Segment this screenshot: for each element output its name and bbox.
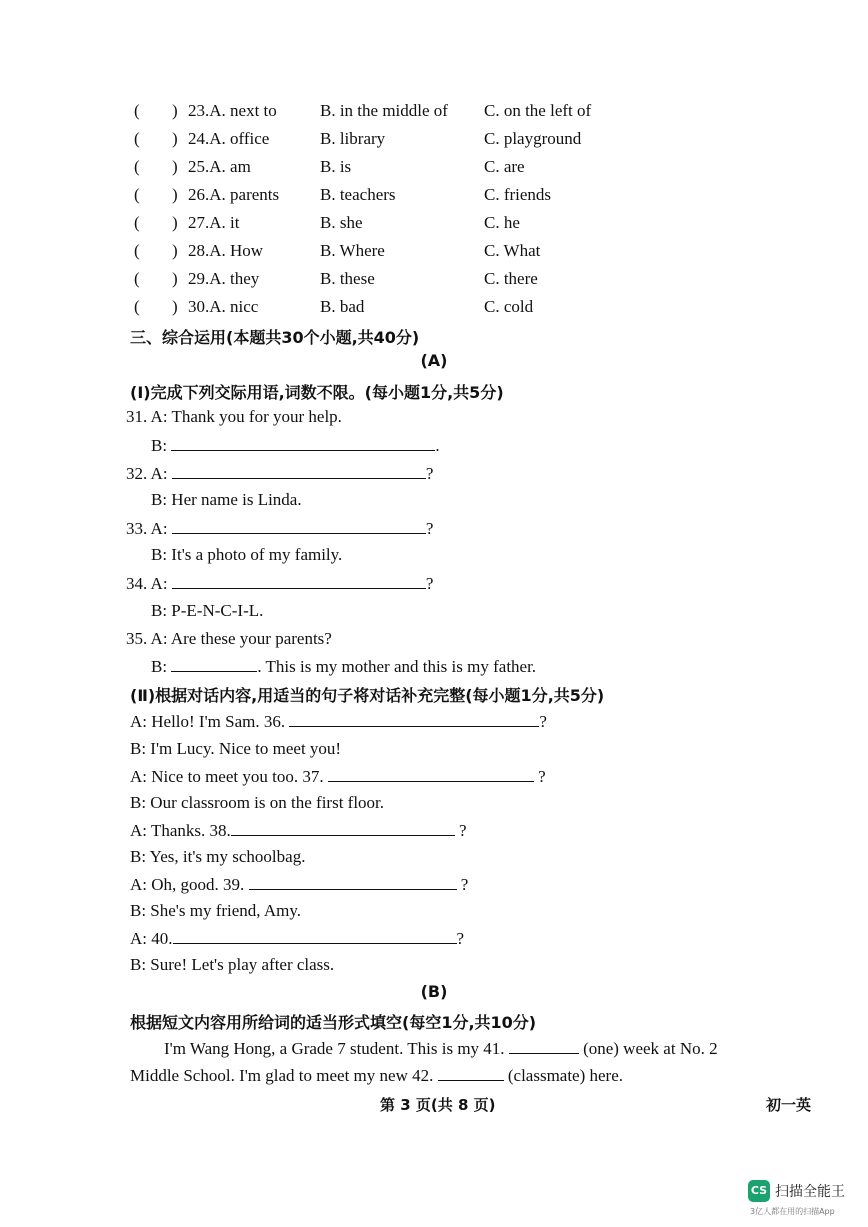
watermark-tagline: 3亿人都在用的扫描App [750,1207,835,1216]
q31-b-label: B: [151,436,168,455]
q35-b-rest: . This is my mother and this is my father. [257,657,537,676]
choice-b: B. in the middle of [320,101,448,120]
q32-b: B: Her name is Linda. [151,490,302,509]
dialog-line-36 [130,710,547,733]
watermark-app-name: 扫描全能王 [775,1184,845,1200]
answer-paren-right: ) [172,213,178,232]
dialog-line-38 [130,819,467,842]
part-b-label: (B) [420,982,448,1001]
choice-a: 29.A. they [188,269,260,288]
answer-paren-left: ( [134,157,140,176]
q31-answer-blank[interactable] [171,434,435,451]
choice-c: C. What [484,241,541,260]
answer-paren-right: ) [172,129,178,148]
dialog-37-text: A: Nice to meet you too. 37. [130,767,324,786]
passage-1-text: I'm Wang Hong, a Grade 7 student. This is my 41. [164,1039,505,1058]
q40-end: ? [456,929,465,948]
dialog-line-amy: B: She's my friend, Amy. [130,901,302,920]
answer-paren-left: ( [134,269,140,288]
q41-answer-blank[interactable] [509,1037,579,1054]
choice-c: C. are [484,157,525,176]
q37-end: ? [538,767,546,786]
q31-b [151,434,440,457]
passage-line-2 [130,1064,623,1087]
answer-paren-left: ( [134,241,140,260]
choice-b: B. bad [320,297,365,316]
q35-b [151,655,536,678]
q32-end: ? [425,464,434,483]
dialog-line-37 [130,765,546,788]
page-number: 第 3 页(共 8 页) [380,1096,496,1114]
part-i-title: (Ⅰ)完成下列交际用语,词数不限。(每小题1分,共5分) [130,383,504,402]
passage-1-rest: (one) week at No. 2 [583,1039,718,1058]
q40-answer-blank[interactable] [173,927,457,944]
q37-answer-blank[interactable] [328,765,534,782]
answer-paren-right: ) [172,185,178,204]
choice-a: 24.A. office [188,129,270,148]
dialog-40-text: A: 40. [130,929,173,948]
q33-end: ? [425,519,434,538]
answer-paren-right: ) [172,101,178,120]
q36-end: ? [539,712,547,731]
dialog-line-40 [130,927,464,950]
dialog-line-lucy: B: I'm Lucy. Nice to meet you! [130,739,342,758]
choice-a: 25.A. am [188,157,251,176]
dialog-line-schoolbag: B: Yes, it's my schoolbag. [130,847,306,866]
q35-b-label: B: [151,657,168,676]
choice-c: C. on the left of [484,101,592,120]
dialog-line-play: B: Sure! Let's play after class. [130,955,335,974]
choice-a: 26.A. parents [188,185,280,204]
passage-2-rest: (classmate) here. [507,1066,624,1085]
q36-answer-blank[interactable] [289,710,539,727]
q32-a [126,462,433,485]
dialog-36-text: A: Hello! I'm Sam. 36. [130,712,286,731]
q38-answer-blank[interactable] [231,819,455,836]
choice-c: C. playground [484,129,582,148]
answer-paren-left: ( [134,297,140,316]
q39-answer-blank[interactable] [249,873,457,890]
scanner-watermark [748,1180,856,1220]
q31-end: . [435,436,440,455]
q34-end: ? [425,574,434,593]
dialog-38-text: A: Thanks. 38. [130,821,231,840]
choice-c: C. friends [484,185,552,204]
choice-c: C. cold [484,297,534,316]
q34-a [126,572,433,595]
part-a-label: (A) [420,351,448,370]
part-ii-title: (Ⅱ)根据对话内容,用适当的句子将对话补充完整(每小题1分,共5分) [130,686,605,705]
q31-a: 31. A: Thank you for your help. [126,407,342,426]
choice-b: B. teachers [320,185,396,204]
answer-paren-right: ) [172,157,178,176]
part-b-title: 根据短文内容用所给词的适当形式填空(每空1分,共10分) [130,1013,537,1032]
answer-paren-right: ) [172,269,178,288]
q35-a: 35. A: Are these your parents? [126,629,332,648]
q34-b: B: P-E-N-C-I-L. [151,601,264,620]
q33-answer-blank[interactable] [172,517,426,534]
answer-paren-left: ( [134,185,140,204]
camscanner-logo-icon: CS [748,1180,770,1202]
q35-answer-blank[interactable] [171,655,257,672]
choice-b: B. these [320,269,375,288]
dialog-line-classroom: B: Our classroom is on the first floor. [130,793,385,812]
answer-paren-left: ( [134,213,140,232]
choice-a: 27.A. it [188,213,240,232]
q32-answer-blank[interactable] [172,462,426,479]
choice-b: B. she [320,213,363,232]
passage-2-text: Middle School. I'm glad to meet my new 42. [130,1066,434,1085]
answer-paren-left: ( [134,101,140,120]
choice-c: C. he [484,213,520,232]
q38-end: ? [459,821,467,840]
passage-line-1 [164,1037,718,1060]
answer-paren-left: ( [134,129,140,148]
choice-b: B. library [320,129,386,148]
q42-answer-blank[interactable] [438,1064,504,1081]
choice-b: B. Where [320,241,385,260]
q32-a-label: 32. A: [126,464,168,483]
q33-a [126,517,433,540]
choice-a: 23.A. next to [188,101,277,120]
q34-a-label: 34. A: [126,574,168,593]
choice-c: C. there [484,269,538,288]
q39-end: ? [460,875,469,894]
footer-subject: 初一英 [766,1096,812,1114]
answer-paren-right: ) [172,241,178,260]
dialog-39-text: A: Oh, good. 39. [130,875,245,894]
q33-b: B: It's a photo of my family. [151,545,343,564]
q34-answer-blank[interactable] [172,572,426,589]
choice-a: 30.A. nicc [188,297,259,316]
answer-paren-right: ) [172,297,178,316]
choice-b: B. is [320,157,352,176]
choice-a: 28.A. How [188,241,264,260]
section-3-title: 三、综合运用(本题共30个小题,共40分) [130,328,420,347]
q33-a-label: 33. A: [126,519,168,538]
dialog-line-39 [130,873,468,896]
